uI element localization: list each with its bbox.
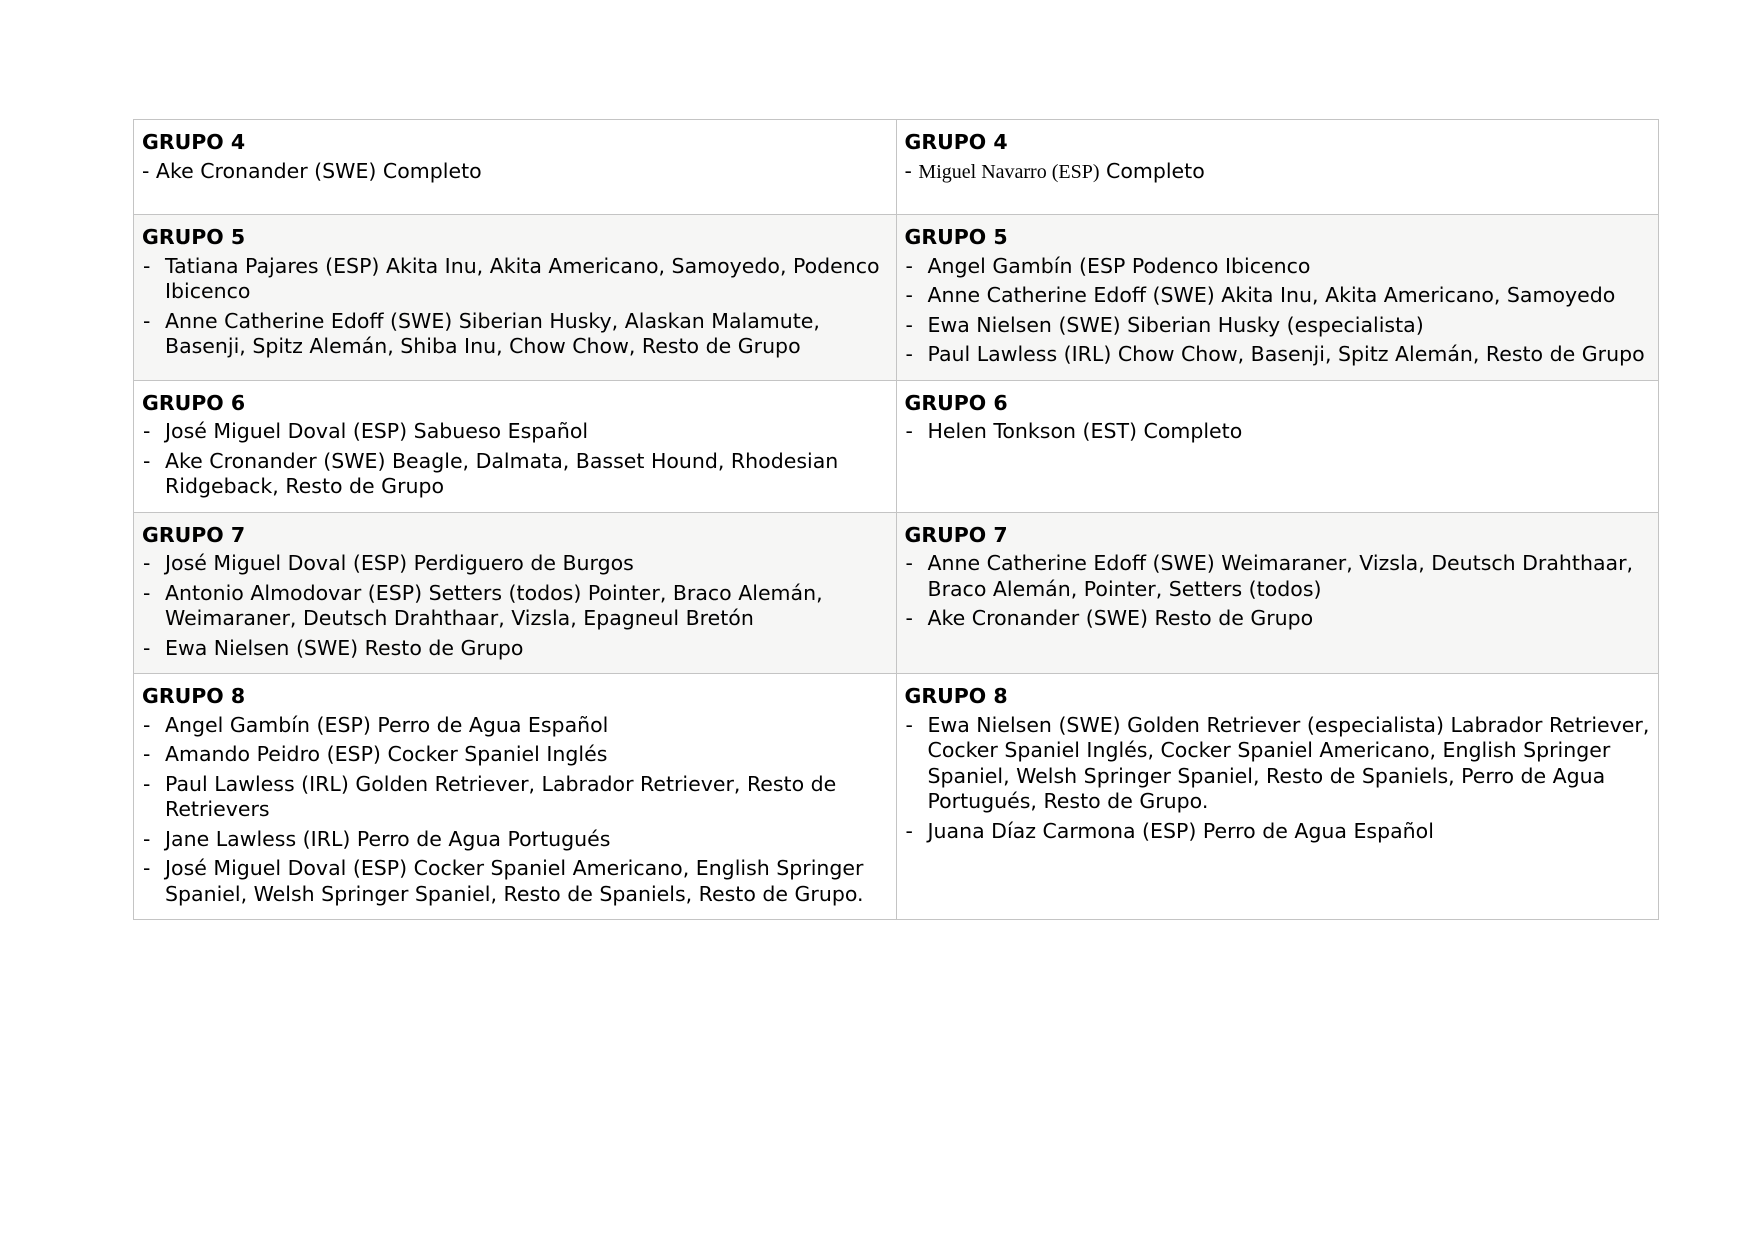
group-title: GRUPO 4	[904, 130, 1008, 154]
group-8-left-cell	[134, 674, 897, 920]
group-row-6	[134, 380, 1659, 512]
list-item: - Ewa Nielsen (SWE) Siberian Husky (especialista)	[905, 313, 1651, 339]
group-row-4	[134, 120, 1659, 215]
judge-line	[905, 159, 1651, 186]
list-item: - Anne Catherine Edoff (SWE) Siberian Husky, Alaskan Malamute, Basenji, Spitz Alemán, Shiba Inu, Chow Chow, Resto de Grupo	[142, 309, 888, 360]
list-item: - Jane Lawless (IRL) Perro de Agua Portugués	[142, 827, 888, 853]
judge-list	[905, 254, 1651, 368]
judge-list	[142, 419, 888, 500]
group-5-left-cell	[134, 215, 897, 381]
list-item: - Antonio Almodovar (ESP) Setters (todos) Pointer, Braco Alemán, Weimaraner, Deutsch Drahthaar, Vizsla, Epagneul Bretón	[142, 581, 888, 632]
group-4-left-cell	[134, 120, 897, 215]
list-item: - Anne Catherine Edoff (SWE) Akita Inu, Akita Americano, Samoyedo	[905, 283, 1651, 309]
list-item: - Angel Gambín (ESP) Perro de Agua Español	[142, 713, 888, 739]
group-7-left-cell	[134, 512, 897, 674]
list-item: - Angel Gambín (ESP Podenco Ibicenco	[905, 254, 1651, 280]
list-item: - Tatiana Pajares (ESP) Akita Inu, Akita Americano, Samoyedo, Podenco Ibicenco	[142, 254, 888, 305]
breeds-text: Completo	[376, 158, 482, 183]
group-title: GRUPO 8	[904, 684, 1008, 708]
list-item: - Ewa Nielsen (SWE) Golden Retriever (especialista) Labrador Retriever, Cocker Spaniel Inglés, Cocker Spaniel Americano, English Springer Spaniel, Welsh Springer Spaniel, Resto de Spaniels, Perro de Agua Portugués, Resto de Grupo.	[905, 713, 1651, 815]
group-title: GRUPO 5	[142, 225, 246, 249]
dash: -	[904, 158, 919, 183]
dash: -	[142, 158, 156, 183]
judge-name: Miguel Navarro (ESP)	[918, 160, 1100, 183]
group-title: GRUPO 8	[142, 684, 246, 708]
judges-table	[133, 119, 1659, 920]
group-8-right-cell	[896, 674, 1659, 920]
group-5-right-cell	[896, 215, 1659, 381]
breeds-text: Completo	[1099, 158, 1205, 183]
group-row-7	[134, 512, 1659, 674]
list-item: - José Miguel Doval (ESP) Cocker Spaniel Americano, English Springer Spaniel, Welsh Springer Spaniel, Resto de Spaniels, Resto de Grupo.	[142, 856, 888, 907]
judge-list	[905, 551, 1651, 632]
list-item: - Juana Díaz Carmona (ESP) Perro de Agua Español	[905, 819, 1651, 845]
list-item: - Ake Cronander (SWE) Resto de Grupo	[905, 606, 1651, 632]
list-item: - Anne Catherine Edoff (SWE) Weimaraner, Vizsla, Deutsch Drahthaar, Braco Alemán, Pointer, Setters (todos)	[905, 551, 1651, 602]
list-item: - Helen Tonkson (EST) Completo	[905, 419, 1651, 445]
group-title: GRUPO 4	[142, 130, 246, 154]
group-title: GRUPO 7	[142, 522, 246, 547]
group-row-8	[134, 674, 1659, 920]
group-7-right-cell	[896, 512, 1659, 674]
judge-list	[142, 713, 888, 908]
list-item: - Amando Peidro (ESP) Cocker Spaniel Inglés	[142, 742, 888, 768]
list-item: - Paul Lawless (IRL) Chow Chow, Basenji, Spitz Alemán, Resto de Grupo	[905, 342, 1651, 368]
group-4-right-cell	[896, 120, 1659, 215]
list-item: - José Miguel Doval (ESP) Perdiguero de Burgos	[142, 551, 888, 577]
group-title: GRUPO 6	[142, 390, 246, 415]
group-row-5	[134, 215, 1659, 381]
group-title: GRUPO 5	[904, 225, 1008, 249]
group-title: GRUPO 6	[904, 390, 1008, 415]
judge-name: Ake Cronander (SWE)	[155, 158, 377, 183]
judge-list	[142, 551, 888, 661]
judge-list	[905, 419, 1651, 445]
judge-line	[142, 159, 888, 185]
list-item: - Ake Cronander (SWE) Beagle, Dalmata, Basset Hound, Rhodesian Ridgeback, Resto de Grupo	[142, 449, 888, 500]
judge-list	[142, 254, 888, 360]
group-6-left-cell	[134, 380, 897, 512]
group-6-right-cell	[896, 380, 1659, 512]
group-title: GRUPO 7	[904, 522, 1008, 547]
judge-list	[905, 713, 1651, 845]
list-item: - Ewa Nielsen (SWE) Resto de Grupo	[142, 636, 888, 662]
list-item: - José Miguel Doval (ESP) Sabueso Español	[142, 419, 888, 445]
list-item: - Paul Lawless (IRL) Golden Retriever, Labrador Retriever, Resto de Retrievers	[142, 772, 888, 823]
